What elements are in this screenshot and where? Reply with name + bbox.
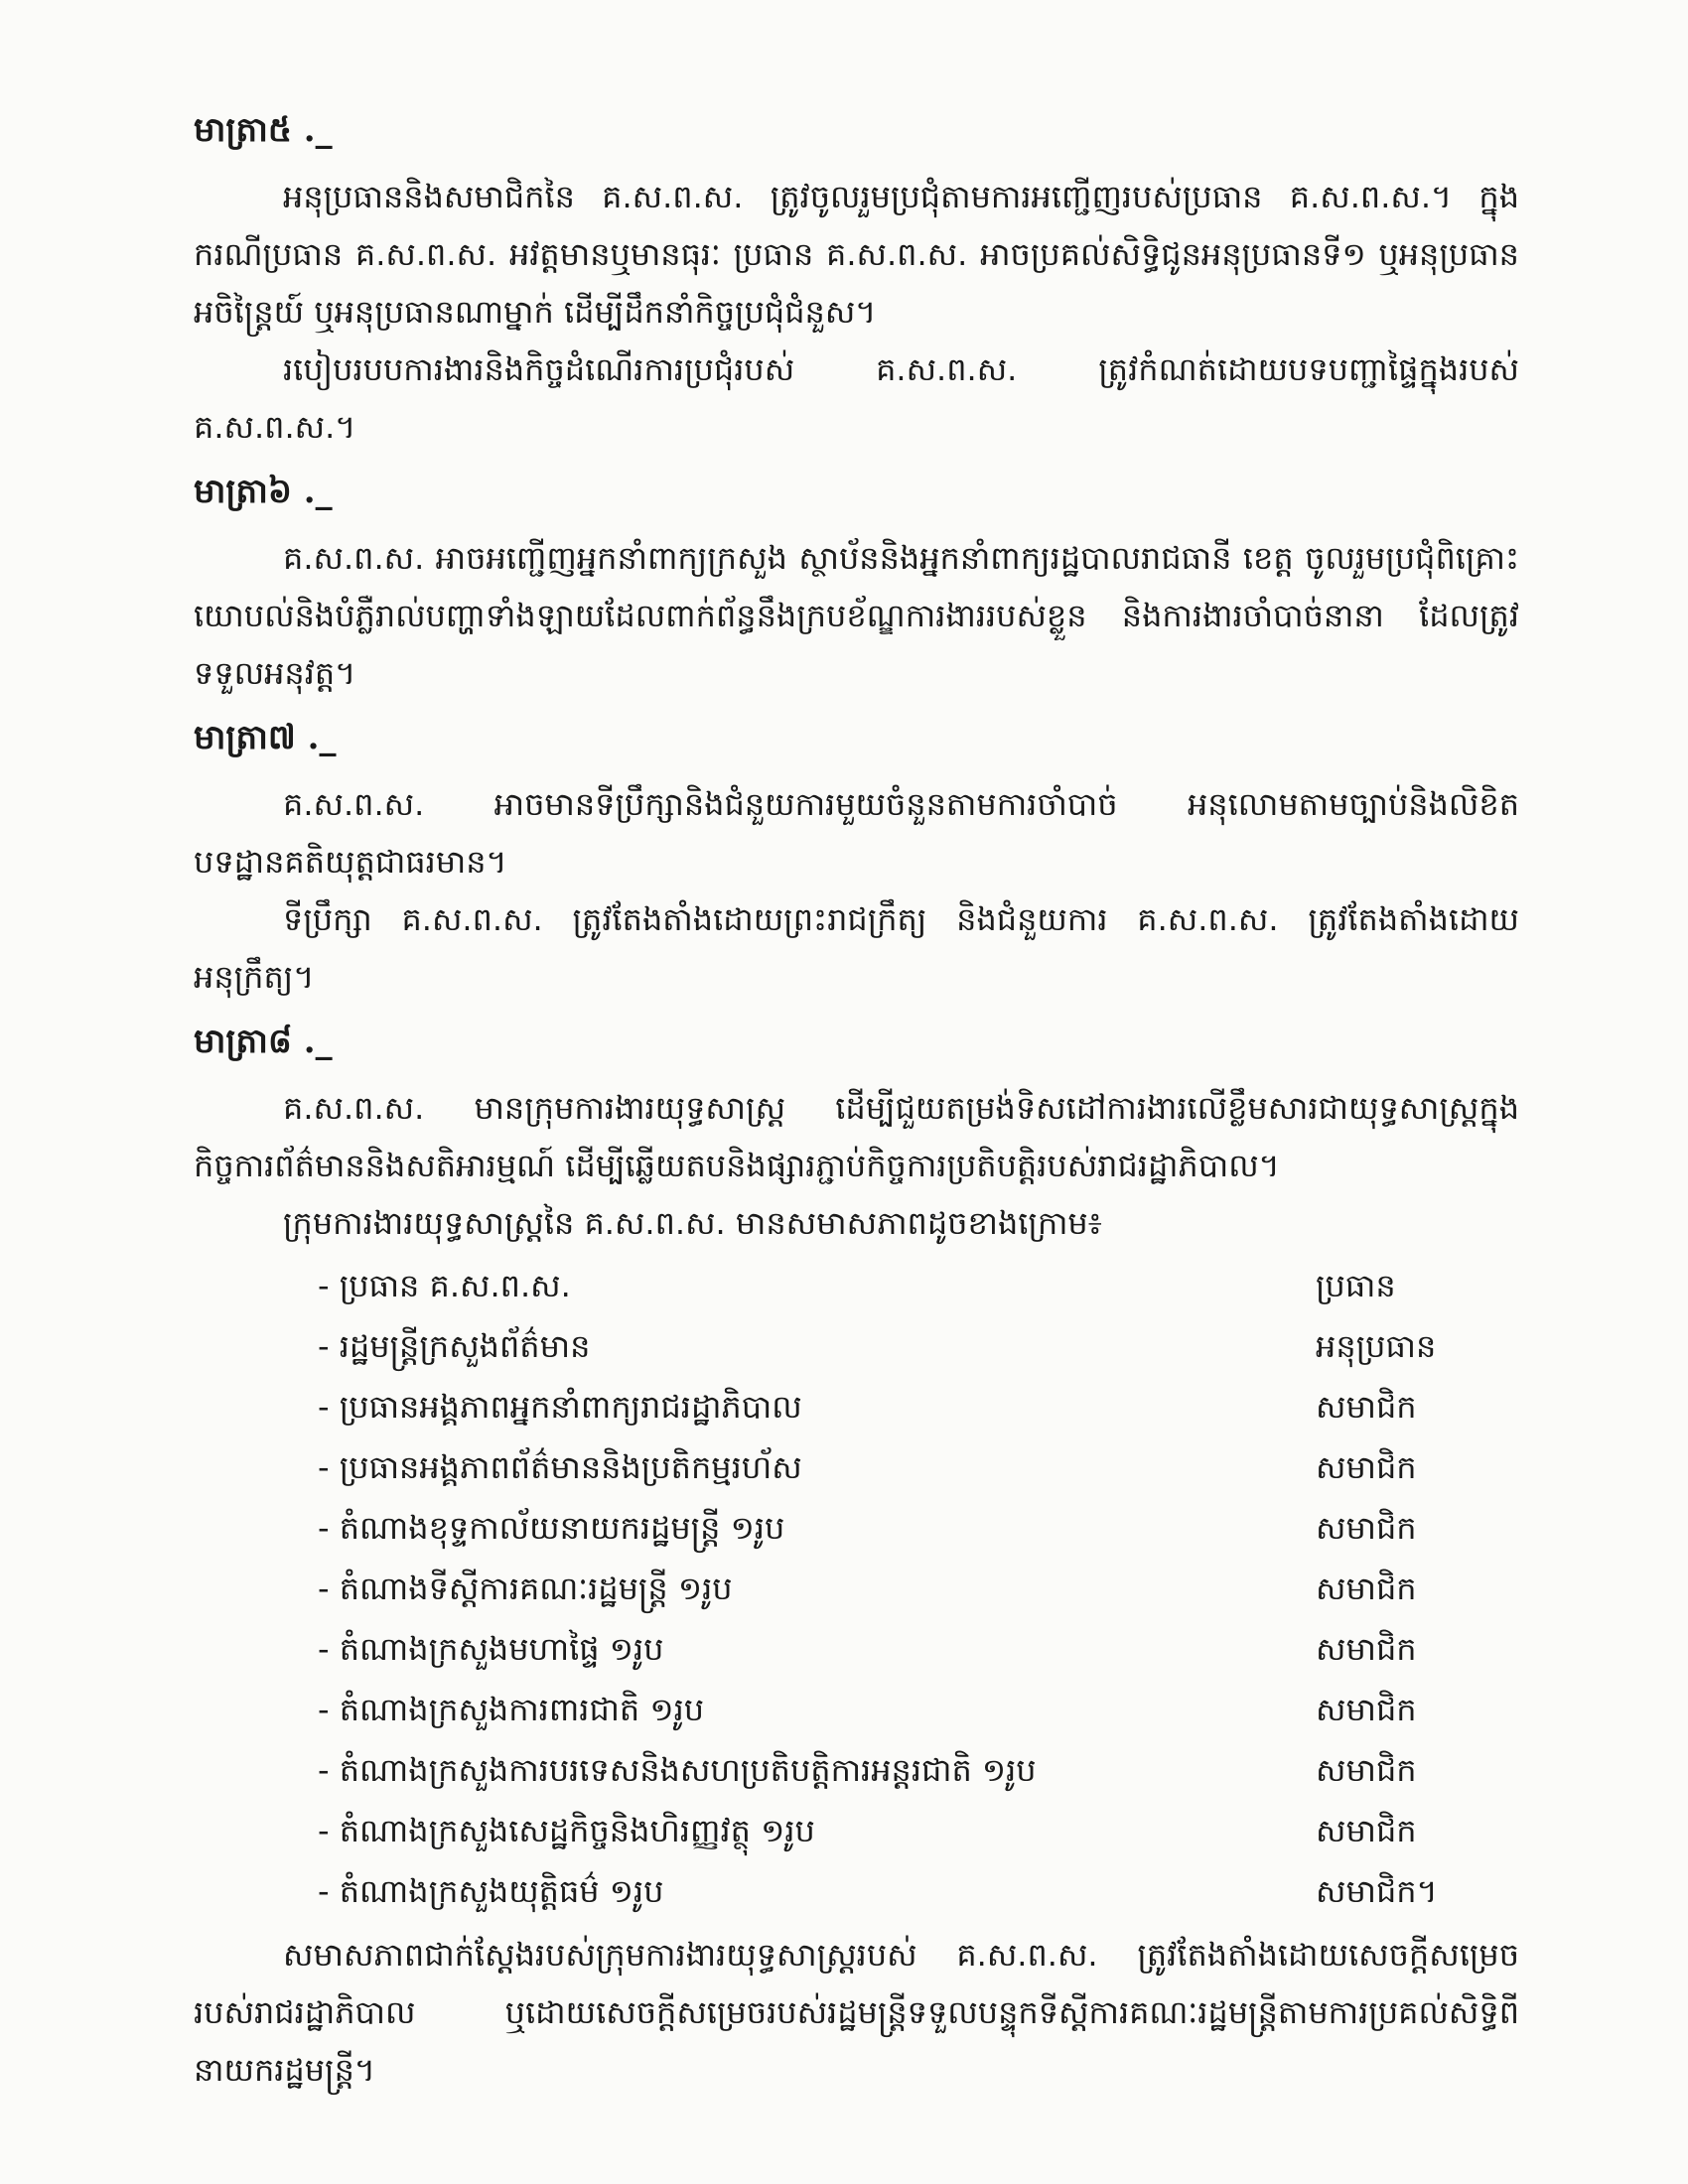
member-name: - តំណាងក្រសួងការបរទេសនិងសហប្រតិបត្តិការអន្តរជាតិ ១រូប bbox=[318, 1751, 1037, 1789]
member-row bbox=[318, 1498, 1465, 1559]
member-name: - តំណាងទីស្តីការគណៈរដ្ឋមន្ត្រី ១រូប bbox=[318, 1570, 733, 1607]
member-name: - តំណាងក្រសួងការពារជាតិ ១រូប bbox=[318, 1691, 705, 1728]
article-6-title: មាត្រា៦ ._ bbox=[194, 472, 333, 511]
member-role: សមាជិក bbox=[1316, 1509, 1417, 1547]
member-row bbox=[318, 1437, 1465, 1498]
member-row bbox=[318, 1256, 1465, 1316]
article-7-title: មាត្រា៧ ._ bbox=[194, 718, 337, 757]
member-name: - តំណាងក្រសួងយុត្តិធម៌ ១រូប bbox=[318, 1872, 664, 1910]
member-role: សមាជិក។ bbox=[1316, 1872, 1438, 1910]
article-8-paragraph-2: ក្រុមការងារយុទ្ធសាស្ត្រនៃ គ.ស.ព.ស. មានសមាសភាពដូចខាងក្រោម៖ bbox=[283, 1204, 1102, 1242]
member-role: សមាជិក bbox=[1316, 1812, 1417, 1849]
member-row bbox=[318, 1559, 1465, 1619]
member-row bbox=[318, 1740, 1465, 1801]
member-role: សមាជិក bbox=[1316, 1388, 1417, 1426]
article-7-paragraph-1: គ.ស.ព.ស. អាចមានទីប្រឹក្សានិងជំនួយការមួយចំនួនតាមការចាំបាច់ អនុលោមតាមច្បាប់និងលិខិតបទដ្ឋានគតិយុត្តជាធរមាន។ bbox=[194, 785, 1519, 881]
member-role: អនុប្រធាន bbox=[1316, 1327, 1437, 1365]
member-role: សមាជិក bbox=[1316, 1630, 1417, 1668]
member-row bbox=[318, 1861, 1465, 1922]
member-name: - ប្រធាន គ.ស.ព.ស. bbox=[318, 1267, 571, 1304]
member-name: - តំណាងខុទ្ទកាល័យនាយករដ្ឋមន្ត្រី ១រូប bbox=[318, 1509, 785, 1547]
member-row bbox=[318, 1377, 1465, 1437]
member-name: - តំណាងក្រសួងសេដ្ឋកិច្ចនិងហិរញ្ញវត្ថុ ១រូប bbox=[318, 1812, 815, 1849]
member-name: - តំណាងក្រសួងមហាផ្ទៃ ១រូប bbox=[318, 1630, 664, 1668]
member-role: សមាជិក bbox=[1316, 1448, 1417, 1486]
member-name: - ប្រធានអង្គភាពព័ត៌មាននិងប្រតិកម្មរហ័ស bbox=[318, 1448, 802, 1486]
working-group-member-list bbox=[318, 1256, 1519, 1922]
article-8-title: មាត្រា៨ ._ bbox=[194, 1022, 333, 1061]
article-8-paragraph-3: សមាសភាពជាក់ស្តែងរបស់ក្រុមការងារយុទ្ធសាស្ត្ររបស់ គ.ស.ព.ស. ត្រូវតែងតាំងដោយសេចក្តីសម្រេចរបស់រាជរដ្ឋាភិបាល ឬដោយសេចក្តីសម្រេចរបស់រដ្ឋមន្ត្រីទទួលបន្ទុកទីស្តីការគណៈរដ្ឋមន្ត្រីតាមការប្រគល់សិទ្ធិពីនាយករដ្ឋមន្ត្រី។ bbox=[194, 1936, 1519, 2089]
member-name: - រដ្ឋមន្ត្រីក្រសួងព័ត៌មាន bbox=[318, 1327, 591, 1365]
member-row bbox=[318, 1316, 1465, 1377]
article-6-paragraph-1: គ.ស.ព.ស. អាចអញ្ជើញអ្នកនាំពាក្យក្រសួង ស្ថាប័ននិងអ្នកនាំពាក្យរដ្ឋបាលរាជធានី ខេត្ត ចូលរួមប្រជុំពិគ្រោះយោបល់និងបំភ្លឺរាល់បញ្ហាទាំងឡាយដែលពាក់ព័ន្ធនឹងក្របខ័ណ្ឌការងាររបស់ខ្លួន និងការងារចាំបាច់នានា ដែលត្រូវទទួលអនុវត្ត។ bbox=[194, 539, 1519, 692]
article-5-paragraph-2: របៀបរបបការងារនិងកិច្ចដំណើរការប្រជុំរបស់ គ.ស.ព.ស. ត្រូវកំណត់ដោយបទបញ្ជាផ្ទៃក្នុងរបស់ គ.ស.ព.ស.។ bbox=[194, 350, 1519, 446]
member-row bbox=[318, 1619, 1465, 1680]
article-8-paragraph-1: គ.ស.ព.ស. មានក្រុមការងារយុទ្ធសាស្ត្រ ដើម្បីជួយតម្រង់ទិសដៅការងារលើខ្លឹមសារជាយុទ្ធសាស្ត្រក្នុងកិច្ចការព័ត៌មាននិងសតិអារម្មណ៍ ដើម្បីឆ្លើយតបនិងផ្សារភ្ជាប់កិច្ចការប្រតិបត្តិរបស់រាជរដ្ឋាភិបាល។ bbox=[194, 1089, 1519, 1184]
member-row bbox=[318, 1801, 1465, 1861]
member-name: - ប្រធានអង្គភាពអ្នកនាំពាក្យរាជរដ្ឋាភិបាល bbox=[318, 1388, 802, 1426]
member-role: សមាជិក bbox=[1316, 1570, 1417, 1607]
member-row bbox=[318, 1680, 1465, 1740]
article-5-paragraph-1: អនុប្រធាននិងសមាជិកនៃ គ.ស.ព.ស. ត្រូវចូលរួមប្រជុំតាមការអញ្ជើញរបស់ប្រធាន គ.ស.ព.ស.។ ក្នុងករណីប្រធាន គ.ស.ព.ស. អវត្តមានឬមានធុរៈ ប្រធាន គ.ស.ព.ស. អាចប្រគល់សិទ្ធិជូនអនុប្រធានទី១ ឬអនុប្រធានអចិន្ត្រៃយ៍ ឬអនុប្រធានណាម្នាក់ ដើម្បីដឹកនាំកិច្ចប្រជុំជំនួស។ bbox=[194, 178, 1519, 331]
member-role: សមាជិក bbox=[1316, 1691, 1417, 1728]
member-role: សមាជិក bbox=[1316, 1751, 1417, 1789]
member-role: ប្រធាន bbox=[1316, 1267, 1396, 1304]
article-7-paragraph-2: ទីប្រឹក្សា គ.ស.ព.ស. ត្រូវតែងតាំងដោយព្រះរាជក្រឹត្យ និងជំនួយការ គ.ស.ព.ស. ត្រូវតែងតាំងដោយអនុក្រឹត្យ។ bbox=[194, 900, 1519, 996]
article-5-title: មាត្រា៥ ._ bbox=[194, 110, 333, 150]
